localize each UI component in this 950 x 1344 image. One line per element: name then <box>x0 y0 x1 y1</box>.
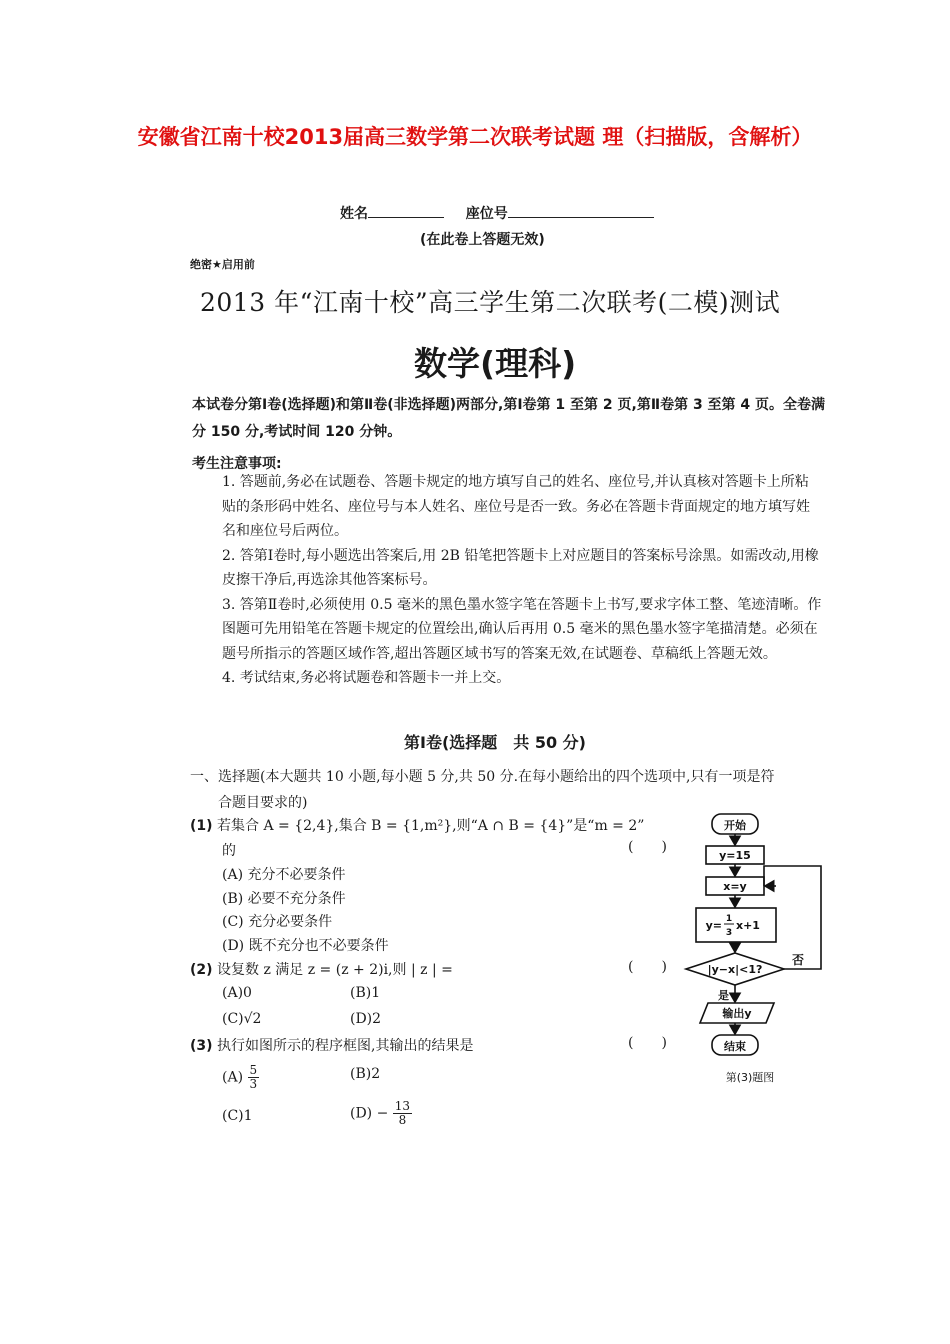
option-c: (C) 充分必要条件 <box>222 914 333 930</box>
subject-title: 数学(理科) <box>414 344 577 383</box>
notice-item: 1. 答题前,务必在试题卷、答题卡规定的地方填写自己的姓名、座位号,并认真核对答题卡上所粘贴的条形码中姓名、座位号与本人姓名、座位号是否一致。务必在答题卡背面规定的地方填写姓名和座位号后两位。 <box>222 474 810 539</box>
exam-intro: 本试卷分第Ⅰ卷(选择题)和第Ⅱ卷(非选择题)两部分,第Ⅰ卷第 1 至第 2 页,第Ⅱ卷第 3 至第 4 页。全卷满分 150 分,考试时间 120 分钟。 <box>192 397 826 440</box>
name-seat-line <box>340 203 654 223</box>
numerator: 13 <box>394 1099 411 1113</box>
fraction <box>393 1100 412 1127</box>
question-text: 设复数 z 满足 z = (z + 2)i,则 | z | = <box>217 962 453 978</box>
option-b: (B) 必要不充分条件 <box>222 891 346 907</box>
option-d <box>350 1100 412 1127</box>
no-label: 否 <box>792 953 805 967</box>
part-intro-line: 合题目要求的) <box>218 795 308 811</box>
option-a: (A) 充分不必要条件 <box>222 867 346 883</box>
start-label: 开始 <box>724 819 746 832</box>
question-3 <box>190 1035 473 1055</box>
yes-label: 是 <box>718 989 729 1002</box>
question-number: (1) <box>190 818 213 834</box>
question-2 <box>190 959 453 979</box>
question-text-continued: 的 <box>222 843 236 859</box>
option-a: (A)0 <box>222 985 252 1001</box>
denominator: 3 <box>249 1077 258 1091</box>
numerator: 5 <box>249 1063 258 1077</box>
question-number: (2) <box>190 962 213 978</box>
question-1 <box>190 815 644 835</box>
option-a <box>222 1064 259 1091</box>
option-d: (D) 既不充分也不必要条件 <box>222 938 389 954</box>
name-blank <box>368 205 444 218</box>
option-label: (A) <box>222 1069 244 1086</box>
question-text: 执行如图所示的程序框图,其输出的结果是 <box>217 1038 474 1054</box>
notice-title: 考生注意事项: <box>192 456 282 472</box>
update-numerator: 1 <box>725 914 733 924</box>
denominator: 8 <box>398 1113 407 1127</box>
update-denominator: 3 <box>725 928 733 938</box>
question-number: (3) <box>190 1038 213 1054</box>
notice-item: 2. 答第Ⅰ卷时,每小题选出答案后,用 2B 铅笔把答题卡上对应题目的答案标号涂黑。如需改动,用橡皮擦干净后,再选涂其他答案标号。 <box>222 547 819 588</box>
seat-blank <box>508 205 654 218</box>
update-label-right: x+1 <box>736 919 760 932</box>
end-label: 结束 <box>724 1040 746 1053</box>
invalid-note: (在此卷上答题无效) <box>420 232 545 248</box>
section-title: 第Ⅰ卷(选择题 共 50 分) <box>404 733 586 752</box>
notice-list <box>222 470 822 691</box>
notice-item: 3. 答第Ⅱ卷时,必须使用 0.5 毫米的黑色墨水签字笔在答题卡上书写,要求字体工整、笔迹清晰。作图题可先用铅笔在答题卡规定的位置绘出,确认后再用 0.5 毫米的黑色墨水签字笔描清楚。必须在题号所指示的答题区域作答,超出答题区域书写的答案无效,在试题卷、草稿纸上答题无效。 <box>222 596 822 662</box>
part-intro-line: 一、选择题(本大题共 10 小题,每小题 5 分,共 50 分.在每小题给出的四个选项中,只有一项是符 <box>190 769 775 785</box>
seat-label: 座位号 <box>465 206 508 222</box>
option-c: (C)1 <box>222 1108 253 1124</box>
option-d: (D)2 <box>350 1011 382 1027</box>
answer-paren: ( ) <box>628 1035 667 1051</box>
flowchart <box>676 806 836 1091</box>
output-label: 输出y <box>722 1007 752 1020</box>
assign-label: x=y <box>723 880 747 893</box>
notice-item: 4. 考试结束,务必将试题卷和答题卡一并上交。 <box>222 670 511 686</box>
secret-mark: 绝密★启用前 <box>190 258 255 271</box>
answer-paren: ( ) <box>628 839 667 855</box>
fraction <box>248 1064 260 1091</box>
option-c: (C)√2 <box>222 1011 262 1027</box>
answer-paren: ( ) <box>628 959 667 975</box>
option-label: (D) − <box>350 1105 389 1122</box>
option-b: (B)1 <box>350 985 381 1001</box>
document-title: 安徽省江南十校2013届高三数学第二次联考试题 理（扫描版，含解析） <box>137 125 813 149</box>
condition-label: |y−x|<1? <box>707 963 763 976</box>
init-label: y=15 <box>719 849 751 862</box>
exam-title: 2013 年“江南十校”高三学生第二次联考(二模)测试 <box>200 288 781 317</box>
option-b: (B)2 <box>350 1066 381 1082</box>
update-label-left: y= <box>705 919 722 932</box>
name-label: 姓名 <box>340 206 368 222</box>
question-text: 若集合 A = {2,4},集合 B = {1,m²},则“A ∩ B = {4}”是“m = 2” <box>217 818 645 834</box>
flowchart-caption: 第(3)题图 <box>725 1071 775 1084</box>
